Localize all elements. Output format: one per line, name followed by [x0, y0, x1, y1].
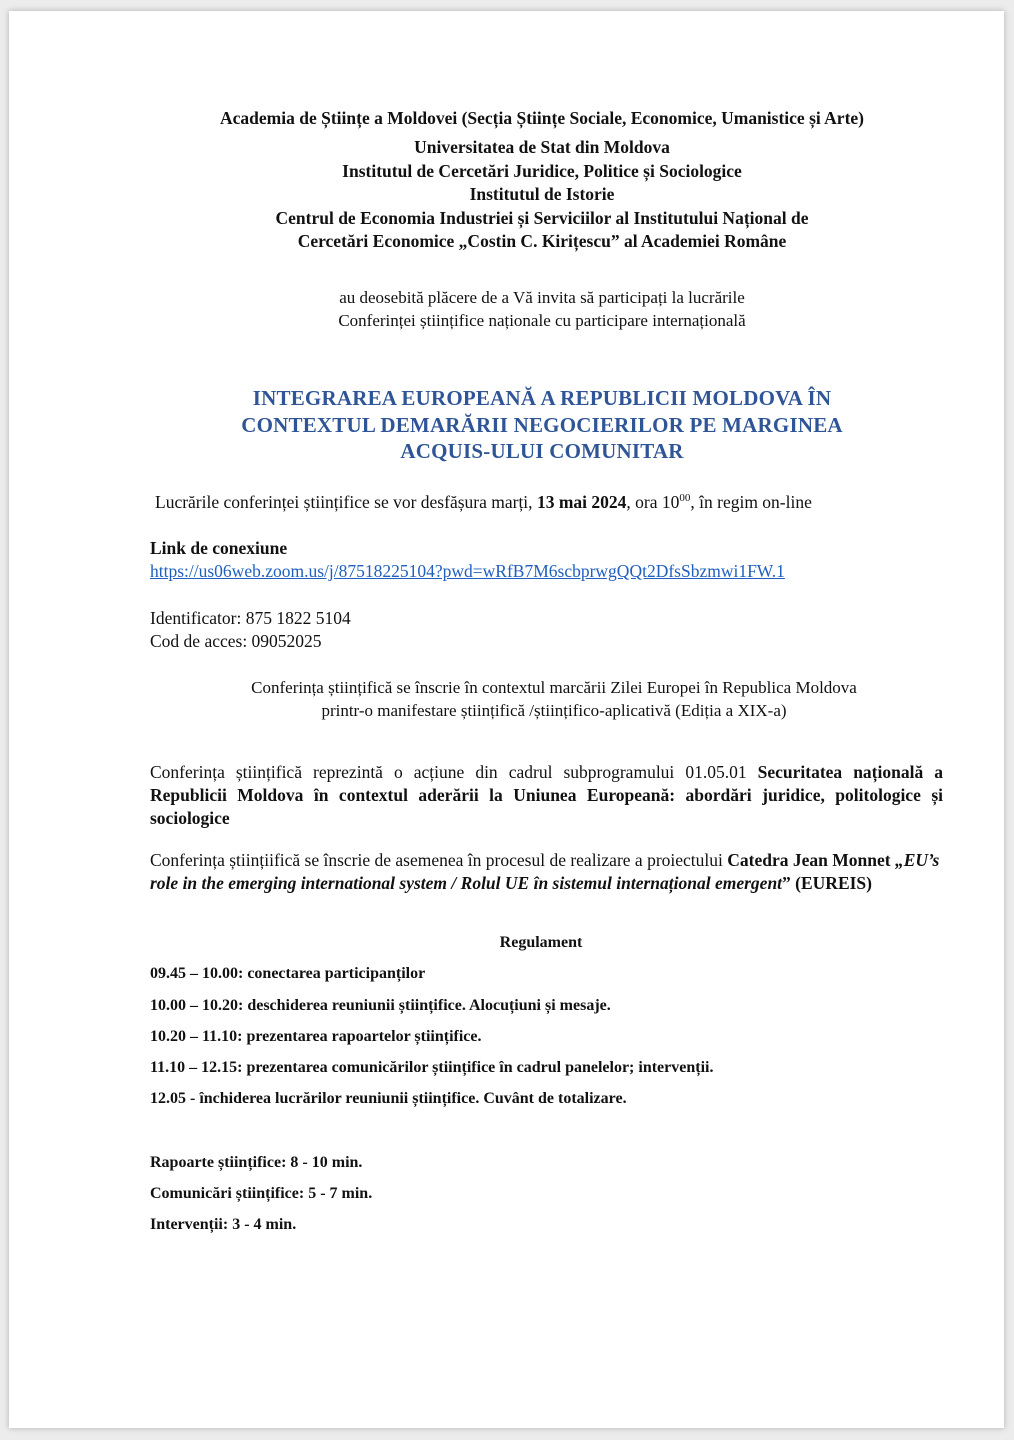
meeting-identifier: Identificator: 875 1822 5104: [150, 608, 351, 628]
title-line: INTEGRAREA EUROPEANĂ A REPUBLICII MOLDOVA ÎN: [252, 386, 832, 410]
schedule-item: 10.00 – 10.20: deschiderea reuniunii științifice. Alocuțiuni și mesaje.: [150, 997, 611, 1014]
invitation-text: [9, 286, 1014, 332]
document-page: [9, 11, 1004, 1428]
project-title: „EU’s role in the emerging international system / Rolul UE în sistemul internațional emergent: [150, 850, 940, 893]
header-line: Universitatea de Stat din Moldova: [414, 137, 670, 157]
duration-item: Rapoarte științifice: 8 - 10 min.: [150, 1154, 363, 1171]
header-line: Institutul de Cercetări Juridice, Politice și Sociologice: [342, 160, 742, 181]
regulament-heading: Regulament: [499, 934, 583, 951]
project-paragraph: [150, 849, 943, 895]
context-text: [104, 676, 1004, 722]
connection-label: Link de conexiune: [150, 538, 288, 558]
zoom-link[interactable]: https://us06web.zoom.us/j/87518225104?pwd=wRfB7M6scbprwgQQt2DfsSbzmwi1FW.1: [150, 561, 785, 581]
conference-title: [9, 385, 1014, 465]
organizers-header-block: [9, 136, 1014, 254]
schedule-item: 09.45 – 10.00: conectarea participanților: [150, 965, 426, 982]
title-line: CONTEXTUL DEMARĂRII NEGOCIERILOR PE MARGINEA: [241, 412, 843, 437]
schedule-item: 10.20 – 11.10: prezentarea rapoartelor științifice.: [150, 1028, 482, 1045]
schedule-item: 12.05 - închiderea lucrărilor reuniunii științifice. Cuvânt de totalizare.: [150, 1090, 627, 1107]
project-name: Catedra Jean Monnet: [727, 850, 895, 870]
organizers-header: [9, 107, 1014, 131]
subprogram-paragraph: [150, 761, 943, 830]
project-text: Conferința științiifică se înscrie de asemenea în procesul de realizare a proiectului: [150, 850, 728, 870]
header-line: Centrul de Economia Industriei și Serviciilor al Institutului Național de: [275, 207, 809, 228]
header-line: Academia de Științe a Moldovei (Secția Științe Sociale, Economice, Umanistice și Arte): [220, 108, 864, 128]
date-line: [155, 491, 975, 514]
header-line: Cercetări Economice „Costin C. Kirițescu” al Academiei Române: [297, 231, 787, 251]
context-line: Conferința științifică se înscrie în contextul marcării Zilei Europei în Republica Moldova: [251, 678, 857, 697]
context-line: printr-o manifestare științifică /științifico-aplicativă (Ediția a XIX-a): [321, 701, 787, 720]
subprogram-title: Securitatea națională a Republicii Moldova în contextul aderării la Uniunea Europeană: abordări juridice, politologice și sociologice: [150, 762, 943, 828]
schedule-item: 11.10 – 12.15: prezentarea comunicărilor științifice în cadrul panelelor; intervenții.: [150, 1059, 714, 1076]
duration-item: Comunicări științifice: 5 - 7 min.: [150, 1185, 373, 1202]
time-superscript: 00: [679, 492, 691, 505]
duration-item: Intervenții: 3 - 4 min.: [150, 1216, 297, 1233]
subprogram-text: Conferința științifică reprezintă o acțiune din cadrul subprogramului 01.05.01: [150, 762, 758, 782]
conference-date: 13 mai 2024: [536, 492, 627, 512]
invitation-line: Conferinței științifice naționale cu participare internațională: [338, 311, 746, 330]
date-suffix: , în regim on-line: [690, 492, 812, 512]
header-line: Institutul de Istorie: [469, 184, 615, 204]
date-prefix: Lucrările conferinței științifice se vor desfășura marți,: [155, 492, 537, 512]
invitation-line: au deosebită plăcere de a Vă invita să participați la lucrările: [339, 288, 745, 307]
project-acronym: ” (EUREIS): [782, 873, 872, 893]
title-line: ACQUIS-ULUI COMUNITAR: [400, 439, 684, 463]
date-time: , ora 10: [626, 492, 680, 512]
access-code: Cod de acces: 09052025: [150, 631, 322, 651]
